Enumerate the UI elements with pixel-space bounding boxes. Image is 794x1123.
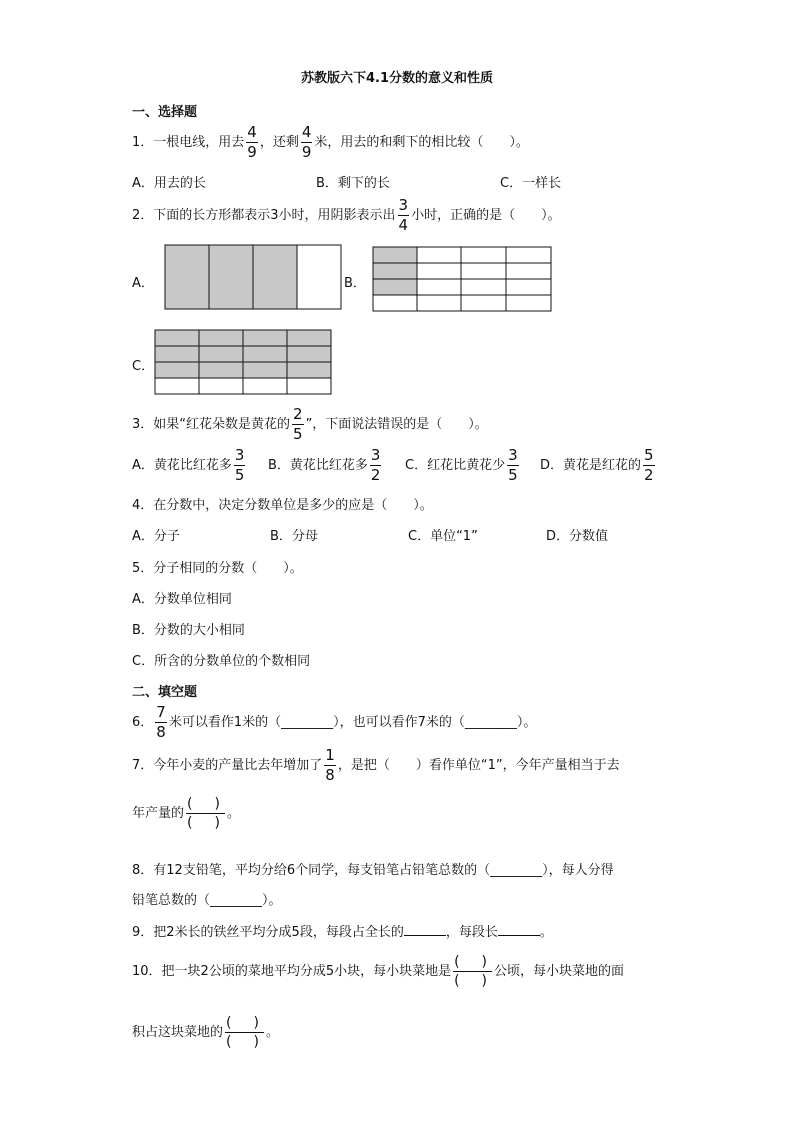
question-8: 8．有12支铅笔，平均分给6个同学，每支铅笔占铅笔总数的（________），每人分得: [132, 863, 614, 878]
fraction: $\frac{4}{9}$: [247, 123, 257, 161]
fraction: $\frac{2}{5}$: [293, 405, 303, 443]
question-10: [132, 955, 624, 988]
question-4: 4．在分数中，决定分数单位是多少的应是（ ）。: [132, 498, 433, 513]
fraction: $\frac{4}{9}$: [301, 123, 312, 161]
question-10-line-2: 积占这块菜地的 $\frac{( )}{( )}$ 。: [132, 1015, 279, 1050]
rectangle-option-a: [164, 244, 346, 310]
answer-blank[interactable]: [404, 925, 446, 936]
answer-blank[interactable]: [498, 925, 540, 936]
question-1-prefix: 1．一根电线，用去: [132, 135, 245, 150]
option-a: A．用去的长: [132, 176, 206, 191]
question-7: [132, 748, 620, 783]
answer-blank-fraction[interactable]: $\frac{( )}{( )}$: [187, 796, 224, 831]
question-10-suffix: 公顷，每小块菜地的面: [494, 964, 625, 979]
question-1: [132, 125, 529, 160]
answer-blank-fraction[interactable]: $\frac{( )}{( )}$: [226, 1015, 263, 1050]
question-3: [132, 407, 488, 442]
page-title: 苏教版六下4.1分数的意义和性质: [300, 71, 494, 86]
option-a: A．黄花比红花多 $\frac{3}{5}$: [132, 446, 245, 484]
question-6: 6． $\frac{7}{8}$ 米可以看作1米的（________），也可以看作7米的（________）。: [132, 703, 537, 741]
question-10-prefix: 10．把一块2公顷的菜地平均分成5小块，每小块菜地是: [132, 964, 452, 979]
question-7-line-2: 年产量的 $\frac{( )}{( )}$ 。: [132, 796, 240, 831]
answer-blank-fraction[interactable]: $\frac{( )}{( )}$: [454, 954, 492, 989]
option-b: B．剩下的长: [316, 176, 390, 191]
fraction: $\frac{3}{5}$: [234, 446, 245, 484]
option-a: A．分数单位相同: [132, 592, 232, 607]
option-b: B．分母: [270, 529, 318, 544]
option-c: C．单位“1”: [408, 529, 478, 544]
question-5: 5．分子相同的分数（ ）。: [132, 561, 303, 576]
fraction: $\frac{3}{5}$: [508, 446, 518, 484]
question-8-line-2: 铅笔总数的（________）。: [132, 893, 282, 908]
fraction: $\frac{5}{2}$: [644, 446, 654, 484]
question-6-text: 米可以看作1米的（________），也可以看作7米的（________）。: [168, 715, 537, 730]
option-b: B．分数的大小相同: [132, 623, 245, 638]
question-2-suffix: 小时，正确的是（ ）。: [411, 208, 561, 223]
option-a: A．分子: [132, 529, 180, 544]
option-d: D．分数值: [546, 529, 609, 544]
option-c: C．红花比黄花少 $\frac{3}{5}$: [405, 446, 518, 484]
grid-option-c: [153, 329, 335, 395]
question-3-suffix: ”，下面说法错误的是（ ）。: [305, 417, 488, 432]
option-b: B．黄花比红花多 $\frac{3}{2}$: [268, 446, 381, 484]
option-b-label: B．: [344, 276, 366, 291]
question-1-mid: ，还剩: [259, 135, 299, 150]
question-1-suffix: 米，用去的和剩下的相比较（ ）。: [314, 135, 529, 150]
fraction: $\frac{1}{8}$: [325, 746, 335, 784]
option-c-label: C．: [132, 359, 155, 374]
question-2: [132, 198, 561, 233]
section-heading-choice: 一、选择题: [132, 105, 198, 120]
question-2-prefix: 2．下面的长方形都表示3小时，用阴影表示出: [132, 208, 396, 223]
question-9: 9．把2米长的铁丝平均分成5段，每段占全长的 ，每段长 。: [132, 925, 553, 940]
fraction: $\frac{7}{8}$: [156, 703, 166, 741]
question-7-prefix: 7．今年小麦的产量比去年增加了: [132, 758, 323, 773]
question-3-prefix: 3．如果“红花朵数是黄花的: [132, 417, 291, 432]
fraction: $\frac{3}{2}$: [370, 446, 381, 484]
question-7-suffix: ，是把（ ）看作单位“1”，今年产量相当于去: [337, 758, 620, 773]
fraction: $\frac{3}{4}$: [398, 196, 409, 234]
option-d: D．黄花是红花的 $\frac{5}{2}$: [540, 446, 654, 484]
option-c: C．一样长: [500, 176, 562, 191]
section-heading-fill: 二、填空题: [132, 685, 198, 700]
grid-option-b: [371, 246, 553, 312]
option-a-label: A．: [132, 276, 154, 291]
option-c: C．所含的分数单位的个数相同: [132, 654, 311, 669]
